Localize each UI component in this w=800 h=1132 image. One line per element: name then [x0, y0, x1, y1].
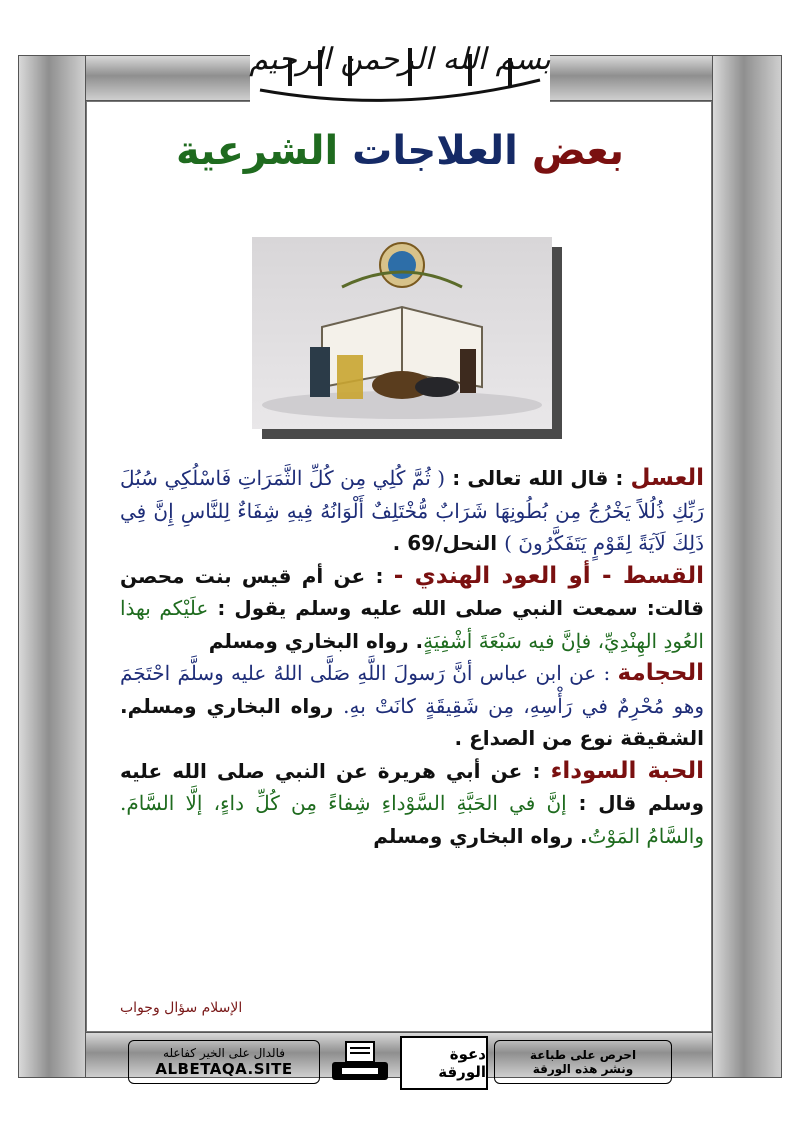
footer-print-note	[494, 1040, 672, 1084]
qust-heading: القسط - أو العود الهندي -	[393, 562, 704, 589]
basmala-text: بسم الله الرحمن الرحيم	[249, 42, 551, 77]
footer-bar	[128, 1040, 672, 1086]
footer-website[interactable]: ALBETAQA.SITE	[155, 1060, 293, 1078]
blackseed-paragraph	[120, 755, 704, 853]
qust-source: . رواه البخاري ومسلم	[208, 628, 424, 653]
blackseed-hadith: إنَّ في الحَبَّةِ السَّوْداءِ شِفاءً مِن كُلِّ داءٍ، إلَّا السَّامَ. والسَّامُ المَوْتُ	[120, 791, 704, 848]
footer-slogan: فالدال على الخير كفاعله	[163, 1046, 285, 1060]
hijama-source: رواه البخاري ومسلم. الشقيقة نوع من الصداع .	[120, 693, 704, 750]
honey-reference: النحل/69 .	[392, 531, 498, 555]
title-word-2: العلاجات	[352, 128, 518, 174]
blackseed-intro: : عن أبي هريرة عن النبي صلى الله عليه وسلم قال :	[120, 758, 705, 815]
honey-verse: ( ثُمَّ كُلِي مِن كُلِّ الثَّمَرَاتِ فَاسْلُكِي سُبُلَ رَبِّكِ ذُلُلاً يَخْرُجُ مِن بُطُونِهَا شَرَابٌ مُّخْتَلِفٌ أَلْوَانُهُ فِيهِ شِفَاءٌ لِلنَّاسِ إِنَّ فِي ذَلِكَ لَآيَةً لِقَوْمٍ يَتَفَكَّرُونَ )	[120, 466, 704, 555]
frame-left-bar	[18, 55, 86, 1078]
hijama-heading: الحجامة	[617, 660, 704, 686]
honey-heading: العسل	[630, 465, 704, 491]
honey-intro: : قال الله تعالى :	[445, 466, 631, 490]
frame-right-bar	[712, 55, 782, 1078]
title-word-3: الشرعية	[175, 128, 339, 174]
footer-logo-text: دعوة الورقة	[438, 1045, 486, 1081]
qust-hadith: علَيْكم بهذا العُودِ الهِنْدِيِّ، فإنَّ فيه سَبْعَةَ أشْفِيَةٍ	[120, 596, 704, 653]
title-word-1: بعض	[531, 128, 624, 174]
page-title	[100, 128, 700, 174]
blackseed-source: . رواه البخاري ومسلم	[373, 823, 588, 848]
basmala-calligraphy	[230, 20, 570, 110]
hijama-hadith: : عن ابن عباس أنَّ رَسولَ اللَّهِ صَلَّى اللهُ عليه وسلَّمَ احْتَجَمَ وهو مُحْرِمٌ في رَأْسِهِ، مِن شَقِيقَةٍ كانَتْ بهِ.	[120, 661, 705, 718]
qust-paragraph	[120, 560, 704, 658]
remedies-photo	[252, 237, 552, 429]
source-credit: الإسلام سؤال وجواب	[120, 1000, 243, 1016]
footer-logo	[400, 1036, 488, 1090]
footer-note-line-1: احرص على طباعة	[529, 1048, 637, 1062]
blackseed-heading: الحبة السوداء	[550, 757, 704, 784]
footer-website-box[interactable]	[128, 1040, 320, 1084]
honey-paragraph	[120, 462, 704, 560]
article-body	[120, 462, 704, 852]
footer-note-line-2: ونشر هذه الورقة	[532, 1062, 634, 1076]
remedies-illustration	[252, 237, 552, 429]
printer-icon	[328, 1040, 392, 1084]
qust-intro: : عن أم قيس بنت محصن قالت: سمعت النبي صلى الله عليه وسلم يقول :	[120, 563, 704, 620]
hijama-paragraph	[120, 657, 704, 755]
